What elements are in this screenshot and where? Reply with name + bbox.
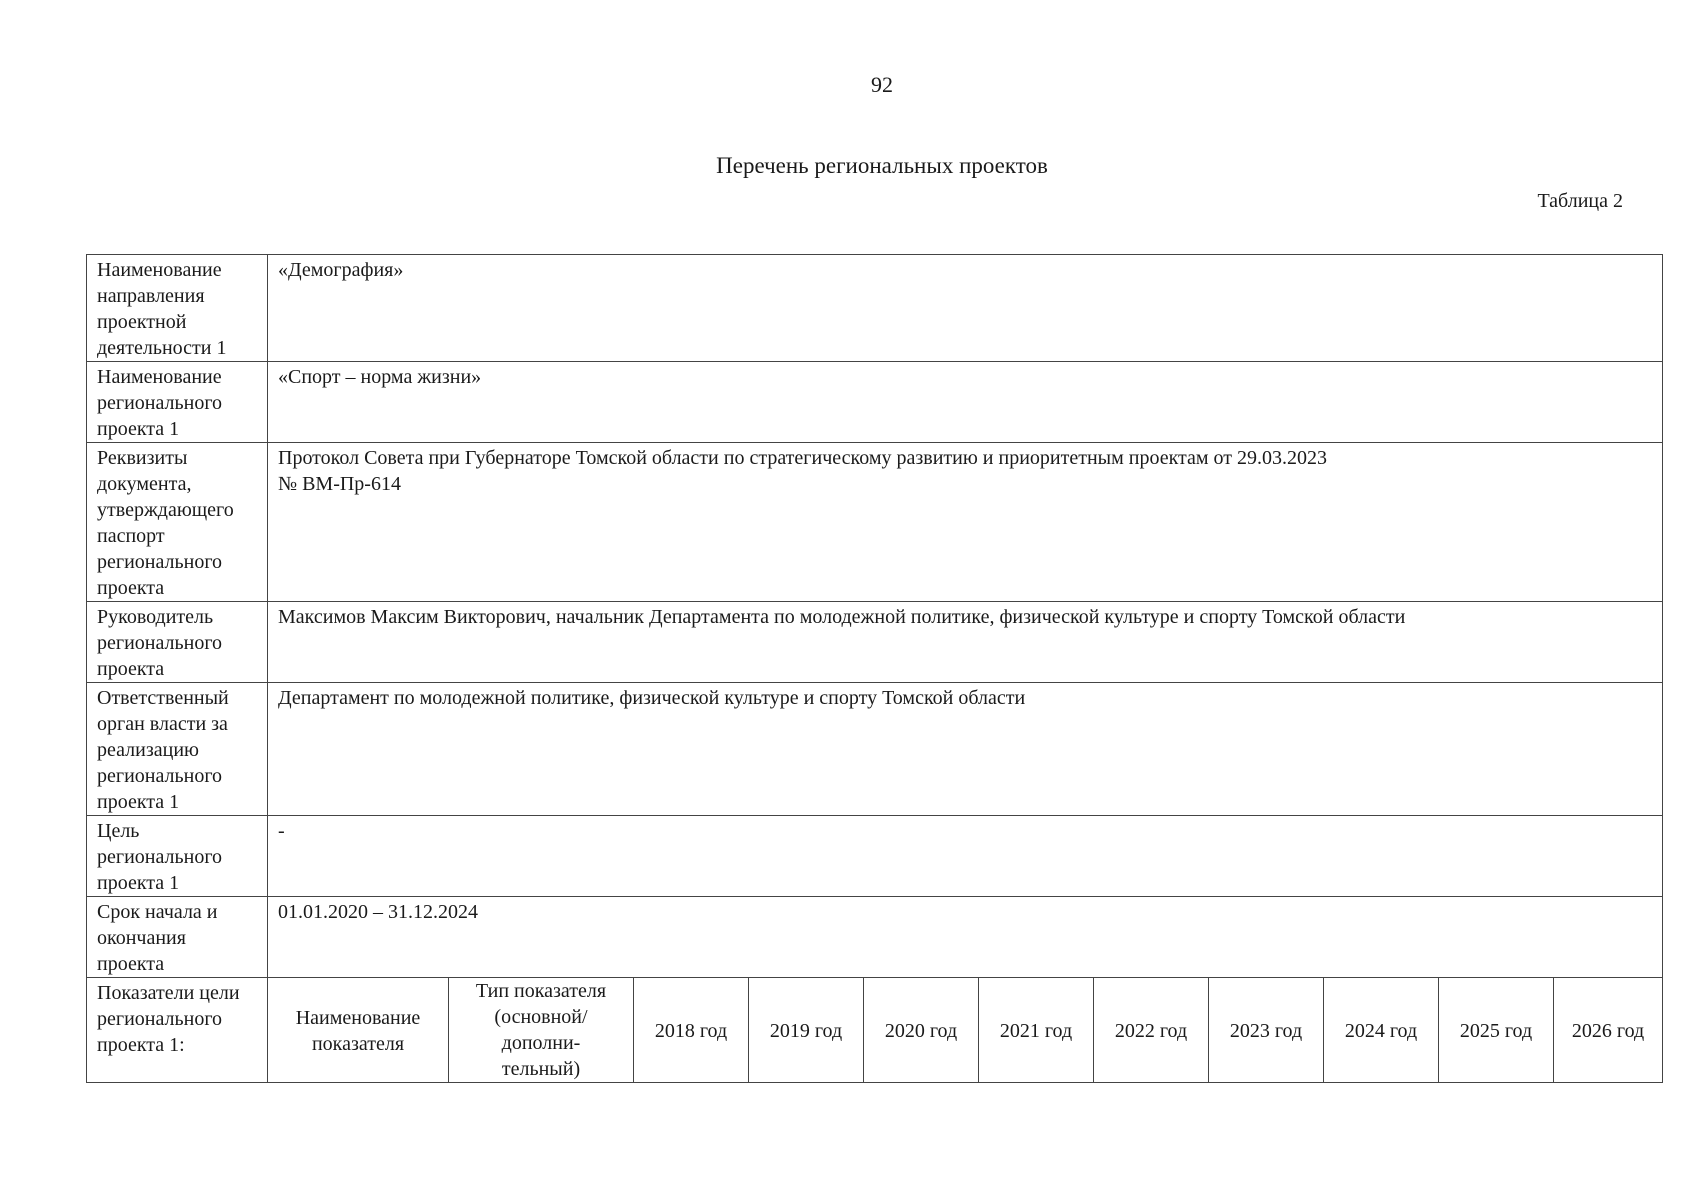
table-row: [87, 897, 1663, 978]
row-label: Реквизиты документа, утверждающего паспорт регионального проекта: [87, 443, 268, 602]
row-value: Протокол Совета при Губернаторе Томской области по стратегическому развитию и приоритетным проектам от 29.03.2023 № ВМ-Пр-614: [268, 443, 1663, 602]
table-row: [87, 255, 1663, 362]
table-row: [87, 816, 1663, 897]
year-header: 2021 год: [979, 978, 1094, 1083]
year-header: 2019 год: [749, 978, 864, 1083]
year-header: 2024 год: [1324, 978, 1439, 1083]
indicator-name-header: Наименование показателя: [268, 978, 449, 1083]
row-value: «Демография»: [268, 255, 1663, 362]
table-row: [87, 362, 1663, 443]
table-row: [87, 443, 1663, 602]
year-header: 2026 год: [1554, 978, 1663, 1083]
document-title: Перечень региональных проектов: [716, 153, 1048, 178]
row-label: Ответственный орган власти за реализацию регионального проекта 1: [87, 683, 268, 816]
row-label: Срок начала и окончания проекта: [87, 897, 268, 978]
table-row: [87, 683, 1663, 816]
row-value: 01.01.2020 – 31.12.2024: [268, 897, 1663, 978]
table-row: [87, 602, 1663, 683]
row-label: Руководитель регионального проекта: [87, 602, 268, 683]
year-header: 2023 год: [1209, 978, 1324, 1083]
regional-projects-table: [86, 254, 1663, 1083]
row-label: Наименование направления проектной деятельности 1: [87, 255, 268, 362]
row-value: Максимов Максим Викторович, начальник Департамента по молодежной политике, физической культуре и спорту Томской области: [268, 602, 1663, 683]
page-number: 92: [871, 72, 893, 97]
row-value: Департамент по молодежной политике, физической культуре и спорту Томской области: [268, 683, 1663, 816]
row-label: Показатели цели регионального проекта 1:: [87, 978, 268, 1083]
table-label: Таблица 2: [1537, 190, 1623, 212]
year-header: 2018 год: [634, 978, 749, 1083]
row-label: Цель регионального проекта 1: [87, 816, 268, 897]
year-header: 2025 год: [1439, 978, 1554, 1083]
indicators-row: [87, 978, 1663, 1083]
row-value: -: [268, 816, 1663, 897]
year-header: 2020 год: [864, 978, 979, 1083]
indicator-type-header: Тип показателя (основной/ дополни- тельный): [449, 978, 634, 1083]
row-label: Наименование регионального проекта 1: [87, 362, 268, 443]
row-value: «Спорт – норма жизни»: [268, 362, 1663, 443]
year-header: 2022 год: [1094, 978, 1209, 1083]
